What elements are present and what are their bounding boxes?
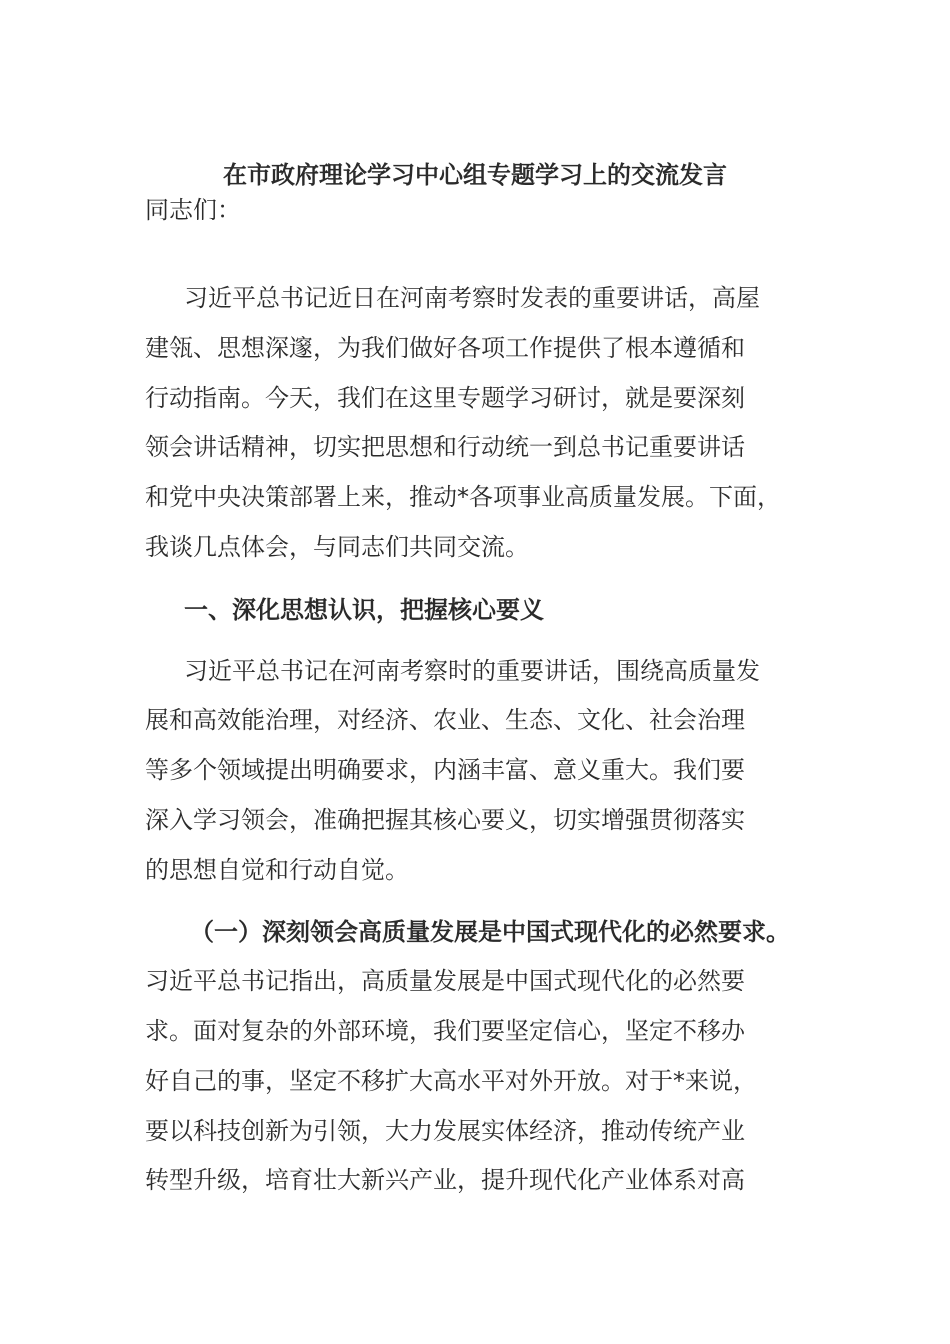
subsection-line: 好自己的事，坚定不移扩大高水平对外开放。对于*来说，	[145, 1067, 757, 1095]
subsection-line: 习近平总书记指出，高质量发展是中国式现代化的必然要	[145, 967, 745, 995]
intro-line: 习近平总书记近日在河南考察时发表的重要讲话，高屋	[184, 284, 760, 312]
section-line: 的思想自觉和行动自觉。	[145, 856, 409, 884]
salutation: 同志们：	[145, 196, 241, 224]
section-line: 等多个领域提出明确要求，内涵丰富、意义重大。我们要	[145, 756, 745, 784]
intro-line: 领会讲话精神，切实把思想和行动统一到总书记重要讲话	[145, 433, 745, 461]
intro-line: 建瓴、思想深邃，为我们做好各项工作提供了根本遵循和	[145, 334, 745, 362]
subsection-line: 求。面对复杂的外部环境，我们要坚定信心，坚定不移办	[145, 1017, 745, 1045]
section-line: 展和高效能治理，对经济、农业、生态、文化、社会治理	[145, 706, 745, 734]
intro-line: 我谈几点体会，与同志们共同交流。	[145, 533, 529, 561]
intro-line: 和党中央决策部署上来，推动*各项事业高质量发展。下面，	[145, 483, 781, 511]
subsection-line: 要以科技创新为引领，大力发展实体经济，推动传统产业	[145, 1117, 745, 1145]
subsection-heading: （一）深刻领会高质量发展是中国式现代化的必然要求。	[190, 918, 790, 946]
section-heading: 一、深化思想认识，把握核心要义	[184, 596, 544, 624]
section-line: 深入学习领会，准确把握其核心要义，切实增强贯彻落实	[145, 806, 745, 834]
section-line: 习近平总书记在河南考察时的重要讲话，围绕高质量发	[184, 657, 760, 685]
subsection-line: 转型升级，培育壮大新兴产业，提升现代化产业体系对高	[145, 1166, 745, 1194]
document-title: 在市政府理论学习中心组专题学习上的交流发言	[223, 161, 727, 189]
intro-line: 行动指南。今天，我们在这里专题学习研讨，就是要深刻	[145, 384, 745, 412]
